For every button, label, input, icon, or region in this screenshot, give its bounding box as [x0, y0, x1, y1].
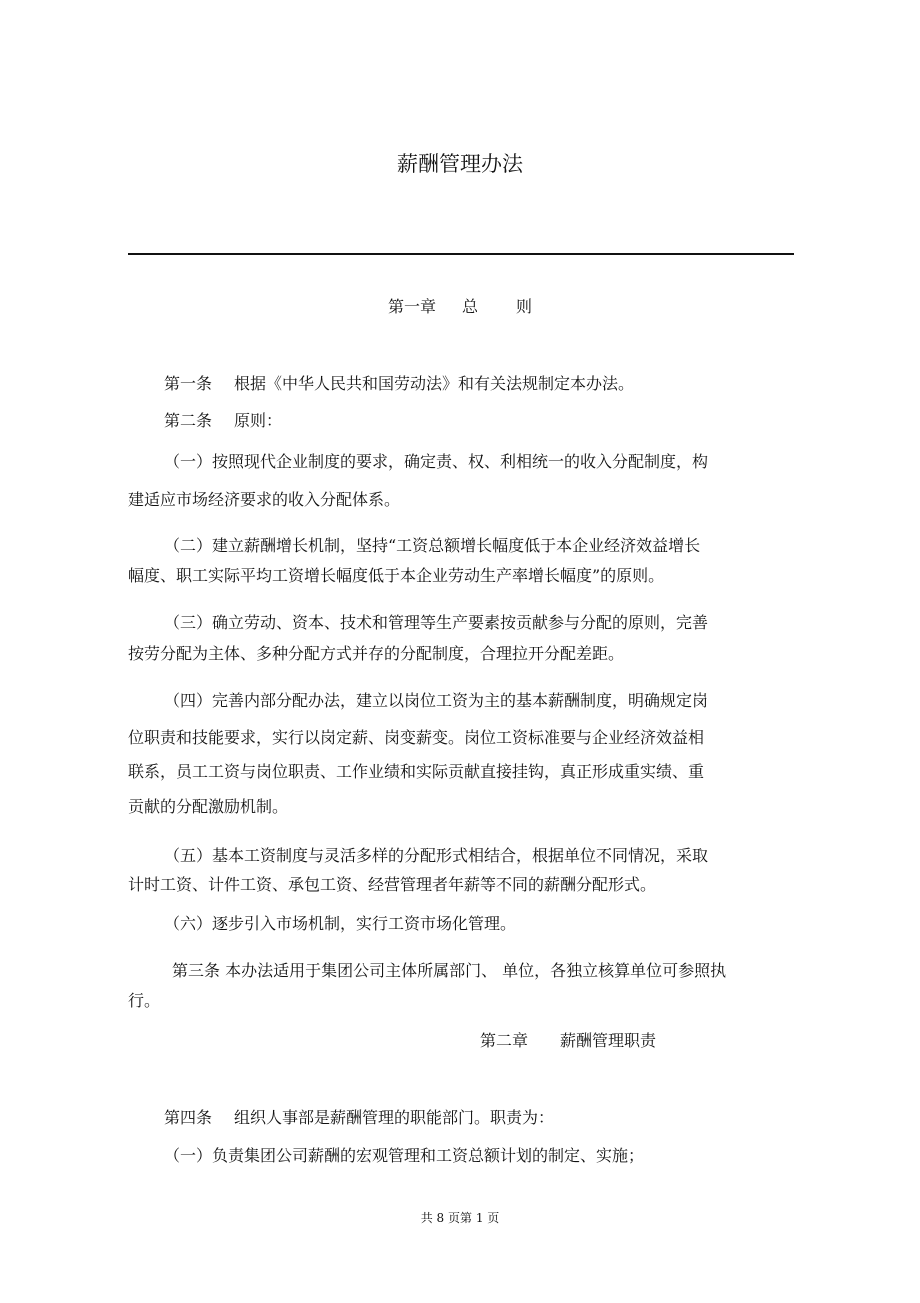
article-2-label: 第二条 — [164, 411, 213, 430]
article-1 — [164, 373, 634, 394]
article-4-label: 第四条 — [164, 1108, 213, 1127]
item-2-line-1: （二）建立薪酬增长机制，坚持“工资总额增长幅度低于本企业经济效益增长 — [164, 536, 701, 555]
item-5-line-1: （五）基本工资制度与灵活多样的分配形式相结合，根据单位不同情况，采取 — [164, 846, 709, 865]
article-3-line-1: 第三条 本办法适用于集团公司主体所属部门、 单位，各独立核算单位可参照执 — [172, 961, 727, 980]
item-4-line-4: 贡献的分配激励机制。 — [128, 797, 289, 816]
chapter-1-heading — [0, 294, 920, 317]
article-4-item-1: （一）负责集团公司薪酬的宏观管理和工资总额计划的制定、实施； — [164, 1146, 645, 1165]
chapter-2-name: 薪酬管理职责 — [560, 1031, 657, 1050]
item-4-line-3: 联系，员工工资与岗位职责、工作业绩和实际贡献直接挂钩，真正形成重实绩、重 — [128, 762, 705, 781]
article-2-text: 原则： — [234, 411, 283, 430]
document-title: 薪酬管理办法 — [397, 152, 523, 176]
item-3-line-2: 按劳分配为主体、多种分配方式并存的分配制度，合理拉开分配差距。 — [128, 644, 625, 663]
chapter-2-heading — [480, 1030, 656, 1051]
article-4-text: 组织人事部是薪酬管理的职能部门。职责为： — [234, 1108, 555, 1127]
item-2-line-2: 幅度、职工实际平均工资增长幅度低于本企业劳动生产率增长幅度”的原则。 — [128, 566, 665, 585]
article-1-label: 第一条 — [164, 374, 213, 393]
article-1-text: 根据《中华人民共和国劳动法》和有关法规制定本办法。 — [234, 374, 635, 393]
item-1-line-2: 建适应市场经济要求的收入分配体系。 — [128, 490, 401, 509]
title-divider — [128, 253, 794, 255]
chapter-2-label: 第二章 — [480, 1031, 529, 1050]
chapter-1-label: 第一章 — [387, 297, 436, 316]
article-2 — [164, 410, 282, 431]
article-4 — [164, 1107, 554, 1128]
article-3-line-2: 行。 — [128, 991, 161, 1010]
page-footer: 共 8 页第 1 页 — [420, 1211, 500, 1225]
item-6-line-1: （六）逐步引入市场机制，实行工资市场化管理。 — [164, 914, 517, 933]
item-4-line-1: （四）完善内部分配办法，建立以岗位工资为主的基本薪酬制度，明确规定岗 — [164, 691, 709, 710]
item-4-line-2: 位职责和技能要求，实行以岗定薪、岗变薪变。岗位工资标准要与企业经济效益相 — [128, 728, 705, 747]
chapter-1-name-b: 则 — [516, 297, 533, 316]
item-1-line-1: （一）按照现代企业制度的要求，确定责、权、利相统一的收入分配制度，构 — [164, 452, 709, 471]
chapter-1-name-a: 总 — [461, 297, 478, 316]
item-5-line-2: 计时工资、计件工资、承包工资、经营管理者年薪等不同的薪酬分配形式。 — [128, 875, 657, 894]
item-3-line-1: （三）确立劳动、资本、技术和管理等生产要素按贡献参与分配的原则，完善 — [164, 613, 709, 632]
